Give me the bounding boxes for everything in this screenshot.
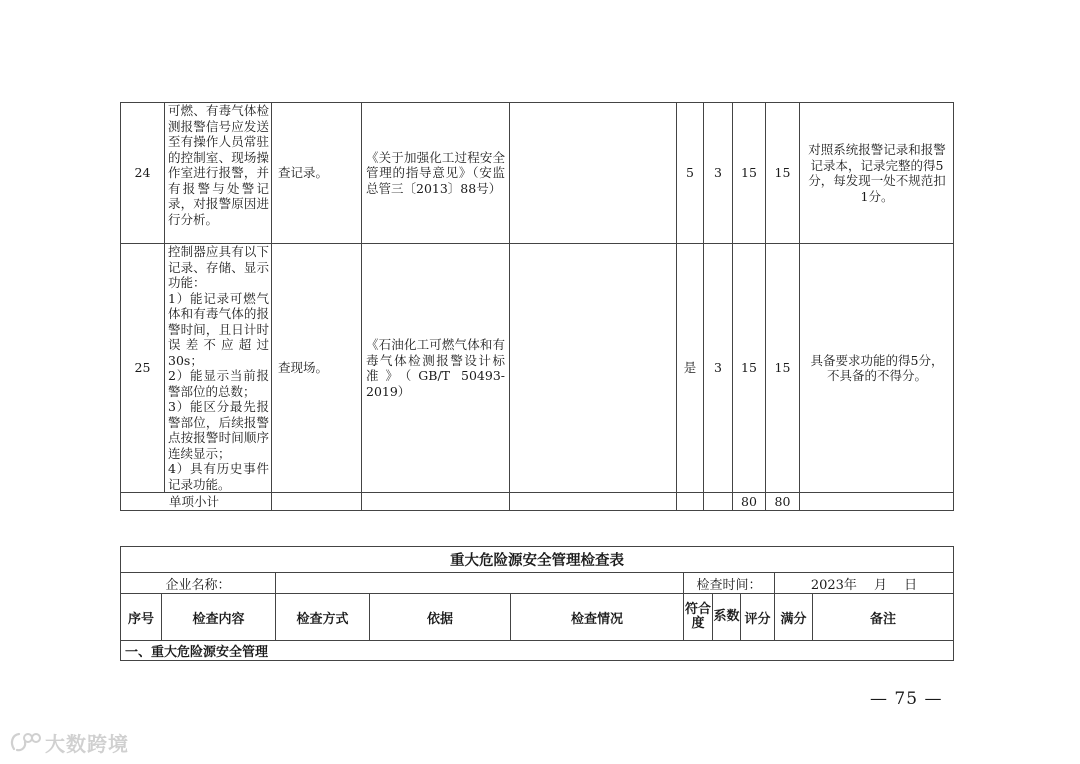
empty-cell [677, 493, 704, 511]
page-number: — 75 — [870, 689, 943, 709]
subtotal-score: 80 [733, 493, 766, 511]
content-line: 控制器应具有以下记录、存储、显示功能： [168, 244, 269, 290]
check-situation [510, 103, 677, 244]
conformity: 是 [677, 244, 704, 493]
empty-cell [800, 493, 954, 511]
remarks: 对照系统报警记录和报警记录本，记录完整的得5分，每发现一处不规范扣1分。 [800, 103, 954, 244]
watermark-text: 大数跨境 [45, 731, 129, 756]
watermark-logo-icon [8, 729, 42, 755]
header-row [121, 594, 954, 641]
conformity: 5 [677, 103, 704, 244]
check-content: 可燃、有毒气体检测报警信号应发送至有操作人员常驻的控制室、现场操作室进行报警，并有报警与处警记录，对报警原因进行分析。 [165, 103, 272, 244]
header-conformity: 符合度 [684, 594, 713, 641]
table-row [121, 244, 954, 493]
check-method: 查现场。 [272, 244, 362, 493]
check-content [165, 244, 272, 493]
watermark [8, 728, 148, 756]
content-line: 2）能显示当前报警部位的总数； [168, 368, 269, 399]
full-score: 15 [766, 244, 800, 493]
company-name-label: 企业名称： [121, 573, 276, 594]
header-method: 检查方式 [276, 594, 370, 641]
content-line: 3）能区分最先报警部位，后续报警点按报警时间顺序连续显示； [168, 399, 269, 461]
empty-cell [510, 493, 677, 511]
subtotal-full-score: 80 [766, 493, 800, 511]
empty-cell [272, 493, 362, 511]
check-method: 查记录。 [272, 103, 362, 244]
header-remarks: 备注 [813, 594, 954, 641]
major-hazard-check-table [120, 546, 954, 661]
header-score: 评分 [741, 594, 775, 641]
score: 15 [733, 244, 766, 493]
header-check: 检查情况 [511, 594, 684, 641]
section-title: 一、重大危险源安全管理 [121, 641, 954, 661]
header-no: 序号 [121, 594, 162, 641]
score: 15 [733, 103, 766, 244]
check-time-field[interactable]: 2023年 月 日 [775, 573, 954, 594]
basis: 《石油化工可燃气体和有毒气体检测报警设计标准》（GB/T 50493-2019） [362, 244, 510, 493]
subtotal-row [121, 493, 954, 511]
info-row [121, 573, 954, 594]
content-line: 1）能记录可燃气体和有毒气体的报警时间，且日计时误差不应超过30s； [168, 290, 269, 368]
header-full-score: 满分 [775, 594, 813, 641]
safety-check-table-continued [120, 102, 954, 511]
subtotal-label: 单项小计 [121, 493, 272, 511]
header-basis: 依据 [370, 594, 511, 641]
header-content: 检查内容 [162, 594, 276, 641]
company-name-field[interactable] [276, 573, 684, 594]
row-number: 25 [121, 244, 165, 493]
row-number: 24 [121, 103, 165, 244]
coefficient: 3 [704, 244, 733, 493]
table-title-row [121, 547, 954, 573]
empty-cell [362, 493, 510, 511]
remarks: 具备要求功能的得5分，不具备的不得分。 [800, 244, 954, 493]
check-situation [510, 244, 677, 493]
content-line: 4）具有历史事件记录功能。 [168, 461, 269, 492]
header-coefficient: 系数 [713, 594, 741, 641]
check-time-label: 检查时间： [684, 573, 775, 594]
full-score: 15 [766, 103, 800, 244]
table-title: 重大危险源安全管理检查表 [121, 547, 954, 573]
empty-cell [704, 493, 733, 511]
coefficient: 3 [704, 103, 733, 244]
basis: 《关于加强化工过程安全管理的指导意见》（安监总管三〔2013〕88号） [362, 103, 510, 244]
table-row [121, 103, 954, 244]
section-row [121, 641, 954, 661]
